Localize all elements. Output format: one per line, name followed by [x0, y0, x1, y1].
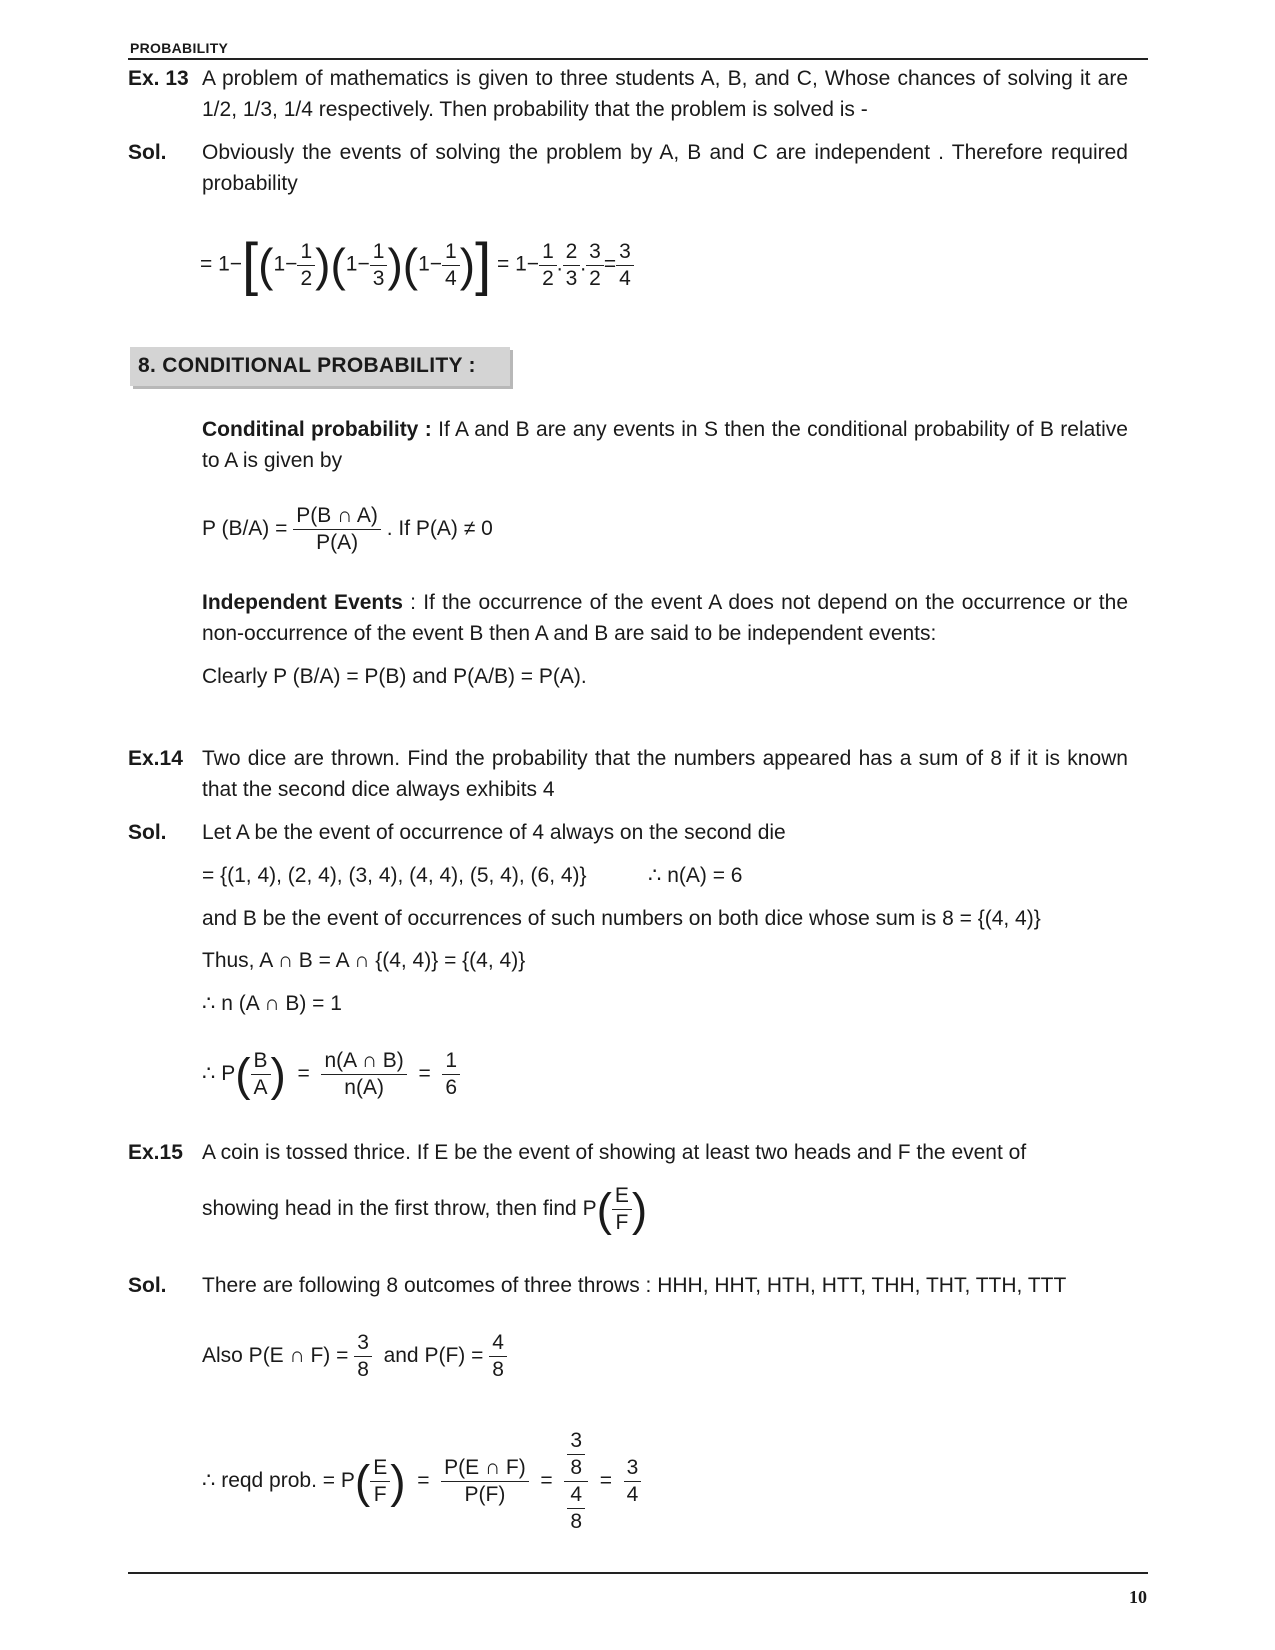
- fraction: [567, 1428, 585, 1481]
- ex13-sol-label: Sol.: [128, 141, 167, 164]
- numerator: 3: [354, 1330, 372, 1357]
- denominator: 8: [570, 1456, 583, 1479]
- paren-open: (: [402, 239, 419, 291]
- numerator: 3: [567, 1428, 585, 1455]
- conditional-formula: [202, 503, 493, 556]
- equals-sign: =: [603, 252, 617, 276]
- equals-sign: =: [540, 1469, 553, 1493]
- paren-open: (: [596, 1183, 612, 1236]
- f2-prefix: 1−: [345, 252, 370, 276]
- ex15-also-line: [202, 1330, 507, 1383]
- fraction: [354, 1330, 372, 1383]
- denominator: P(F): [464, 1483, 506, 1506]
- ex13-label: Ex. 13: [128, 67, 189, 90]
- numerator: 1: [297, 239, 315, 266]
- independent-text: : If the occurrence of the event A does not depend on the occurrence or the non-occurrence of the event B then A and B are said to be independent events:: [202, 591, 1129, 645]
- paren-open: (: [258, 239, 274, 291]
- ex13-question: A problem of mathematics is given to three students A, B, and C, Whose chances of solving it are 1/2, 1/3, 1/4 respectively. Then probability that the problem is solved is -: [202, 67, 1128, 121]
- fraction: [441, 1455, 529, 1508]
- numerator: n(A ∩ B): [321, 1048, 406, 1075]
- paren-close: ): [270, 1048, 286, 1101]
- complex-fraction: [564, 1428, 588, 1535]
- denominator: 3: [372, 266, 385, 290]
- fraction: [563, 239, 581, 292]
- ex15-sol-label: Sol.: [128, 1274, 167, 1297]
- numerator: B: [251, 1048, 271, 1075]
- conditional-text: If A and B are any events in S then the conditional probability of B relative to A is given by: [202, 418, 1128, 472]
- ex13-equation: [200, 232, 634, 297]
- numerator: 4: [567, 1482, 585, 1509]
- ex14-line2-tail: ∴ n(A) = 6: [648, 864, 743, 887]
- equals-sign: =: [599, 1469, 612, 1493]
- fraction: [442, 1048, 460, 1101]
- section-heading-box: [130, 347, 510, 386]
- fraction: [370, 1455, 390, 1508]
- eq-lead: ∴ reqd prob. = P: [202, 1469, 355, 1493]
- numerator: 1: [442, 239, 460, 266]
- equals-sign: =: [418, 1062, 431, 1086]
- numerator: P(E ∩ F): [441, 1455, 529, 1482]
- question-text: showing head in the first throw, then find P: [202, 1197, 597, 1221]
- denominator: 4: [445, 266, 457, 290]
- paren-open: (: [330, 239, 346, 291]
- eq-lead: = 1−: [200, 252, 243, 276]
- eq-lead: ∴ P: [202, 1062, 236, 1086]
- conditional-definition: [202, 414, 1128, 476]
- also-lead: Also P(E ∩ F) =: [202, 1344, 349, 1368]
- denominator: 4: [626, 1483, 639, 1506]
- numerator: 2: [563, 239, 581, 266]
- numerator: E: [612, 1183, 632, 1210]
- fraction: [612, 1183, 632, 1236]
- denominator: 6: [445, 1076, 458, 1099]
- denominator: A: [253, 1076, 268, 1099]
- fraction: [293, 503, 381, 556]
- numerator: E: [370, 1455, 390, 1482]
- denominator: 3: [565, 266, 578, 290]
- ex14-label: Ex.14: [128, 747, 183, 770]
- dot: .: [556, 252, 563, 276]
- equals-sign: =: [297, 1062, 310, 1086]
- paren-close: ): [459, 239, 476, 291]
- denominator: F: [373, 1483, 387, 1506]
- numerator: 3: [616, 239, 634, 266]
- denominator: 2: [300, 266, 313, 290]
- formula-condition: . If P(A) ≠ 0: [386, 517, 493, 541]
- denominator: 8: [492, 1358, 504, 1381]
- fraction: [624, 1455, 642, 1508]
- ex15-result-equation: [202, 1428, 641, 1535]
- complex-denominator: [564, 1482, 588, 1535]
- numerator: 1: [370, 239, 388, 266]
- fraction: [567, 1482, 585, 1535]
- ex14-line1: Let A be the event of occurrence of 4 always on the second die: [202, 821, 786, 844]
- paren-close: ): [315, 239, 331, 291]
- ex15-question-line2: [202, 1183, 647, 1236]
- denominator: 2: [542, 266, 554, 290]
- section-title: 8. CONDITIONAL PROBABILITY :: [138, 354, 476, 377]
- fraction: [251, 1048, 271, 1101]
- ex14-question: Two dice are thrown. Find the probability that the numbers appeared has a sum of 8 if it is known that the second dice always exhibits 4: [202, 747, 1128, 801]
- paren-close: ): [387, 239, 403, 291]
- denominator: 8: [570, 1510, 583, 1533]
- dot: .: [580, 252, 587, 276]
- numerator: 3: [624, 1455, 642, 1482]
- eq-mid: = 1−: [497, 252, 540, 276]
- independent-term: Independent Events: [202, 591, 403, 614]
- fraction: [489, 1330, 507, 1383]
- ex14-line2: = {(1, 4), (2, 4), (3, 4), (4, 4), (5, 4), (6, 4)}: [202, 864, 587, 887]
- ex15-label: Ex.15: [128, 1141, 183, 1164]
- denominator: F: [615, 1211, 629, 1234]
- also-mid: and P(F) =: [383, 1344, 484, 1368]
- denominator: P(A): [316, 531, 359, 554]
- numerator: P(B ∩ A): [293, 503, 381, 530]
- left-bracket: [: [242, 232, 259, 297]
- ex14-line4: Thus, A ∩ B = A ∩ {(4, 4)} = {(4, 4)}: [202, 949, 526, 972]
- header-rule: [128, 58, 1148, 60]
- fraction: [442, 239, 460, 292]
- denominator: 2: [589, 266, 601, 290]
- fraction: [616, 239, 634, 292]
- ex14-line5: ∴ n (A ∩ B) = 1: [202, 992, 342, 1015]
- page-number: 10: [1129, 1587, 1147, 1607]
- denominator: 8: [357, 1358, 369, 1381]
- running-header: PROBABILITY: [130, 40, 229, 56]
- paren-close: ): [631, 1183, 648, 1236]
- fraction: [539, 239, 557, 292]
- formula-lhs: P (B/A) =: [202, 517, 288, 541]
- f3-prefix: 1−: [418, 252, 443, 276]
- ex13-solution: Obviously the events of solving the problem by A, B and C are independent . Therefore required probability: [202, 141, 1128, 195]
- complex-numerator: [564, 1428, 588, 1482]
- fraction: [370, 239, 388, 292]
- equals-sign: =: [417, 1469, 430, 1493]
- paren-close: ): [390, 1455, 406, 1508]
- paren-open: (: [354, 1455, 371, 1508]
- f1-prefix: 1−: [273, 252, 298, 276]
- numerator: 1: [539, 239, 557, 266]
- independent-definition: [202, 587, 1128, 649]
- ex15-outcomes: There are following 8 outcomes of three throws : HHH, HHT, HTH, HTT, THH, THT, TTH, TTT: [202, 1274, 1067, 1297]
- numerator: 4: [489, 1330, 507, 1357]
- ex14-equation: [202, 1048, 460, 1101]
- ex14-line3: and B be the event of occurrences of such numbers on both dice whose sum is 8 = {(4, 4)}: [202, 907, 1041, 930]
- conditional-term: Conditinal probability :: [202, 418, 432, 441]
- numerator: 3: [586, 239, 604, 266]
- right-bracket: ]: [475, 232, 492, 297]
- fraction: [321, 1048, 406, 1101]
- ex15-question-line1: A coin is tossed thrice. If E be the event of showing at least two heads and F the event of: [202, 1141, 1027, 1164]
- independent-clearly: Clearly P (B/A) = P(B) and P(A/B) = P(A).: [202, 665, 587, 688]
- paren-open: (: [235, 1048, 251, 1101]
- denominator: 4: [619, 266, 631, 290]
- denominator: n(A): [344, 1076, 384, 1099]
- fraction: [586, 239, 604, 292]
- fraction: [297, 239, 315, 292]
- ex14-sol-label: Sol.: [128, 821, 167, 844]
- footer-rule: [128, 1572, 1148, 1574]
- numerator: 1: [442, 1048, 460, 1075]
